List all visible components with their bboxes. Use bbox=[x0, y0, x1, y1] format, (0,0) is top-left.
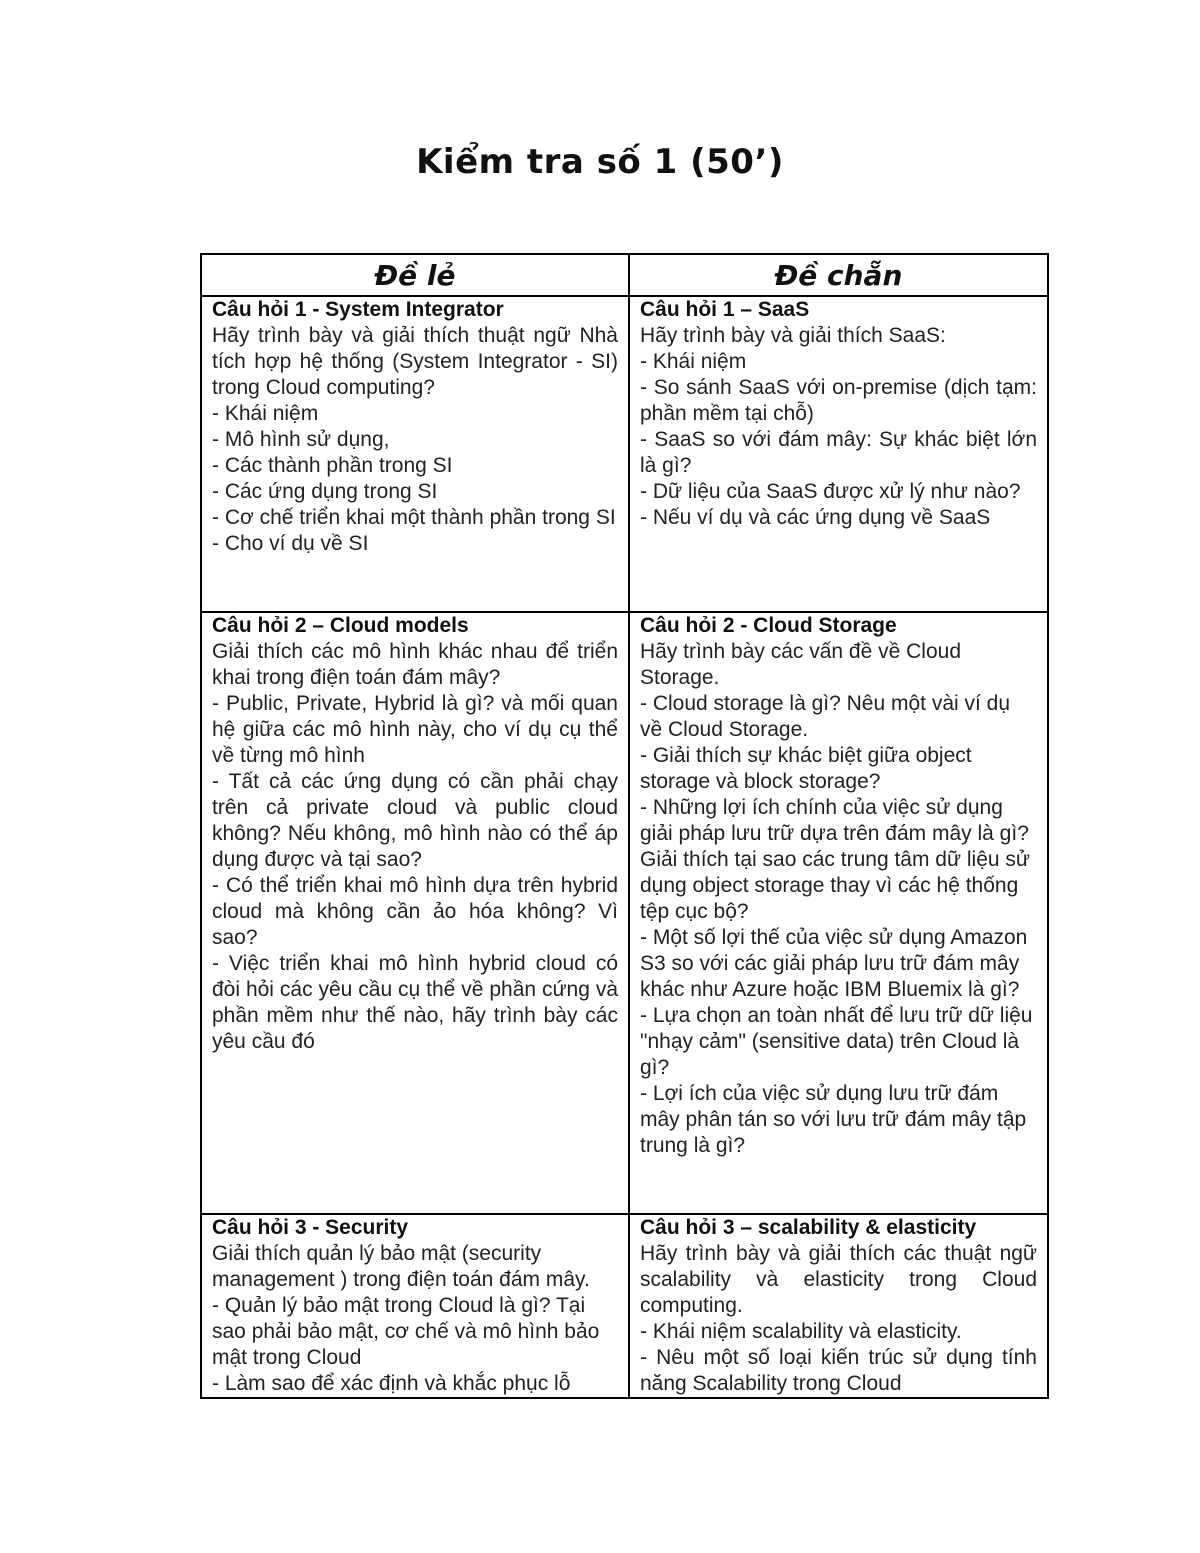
question-item: - Cloud storage là gì? Nêu một vài ví dụ về Cloud Storage. bbox=[640, 692, 1011, 741]
question-row-3 bbox=[201, 1214, 1048, 1398]
question-item: - Khái niệm bbox=[640, 350, 747, 373]
question-item: - Khái niệm scalability và elasticity. bbox=[640, 1320, 962, 1343]
question-row-2 bbox=[201, 612, 1048, 1214]
question-item: - Public, Private, Hybrid là gì? và mối quan hệ giữa các mô hình này, cho ví dụ cụ thể về từng mô hình bbox=[212, 692, 618, 767]
question-item: - Quản lý bảo mật trong Cloud là gì? Tại sao phải bảo mật, cơ chế và mô hình bảo mật trong Cloud bbox=[212, 1294, 600, 1369]
question-row-1 bbox=[201, 296, 1048, 612]
question-item: - Có thể triển khai mô hình dựa trên hybrid cloud mà không cần ảo hóa không? Vì sao? bbox=[212, 874, 618, 949]
question-item: - Dữ liệu của SaaS được xử lý như nào? bbox=[640, 480, 1021, 503]
question-item: - Nêu một số loại kiến trúc sử dụng tính năng Scalability trong Cloud bbox=[640, 1346, 1037, 1395]
odd-column-header: Đề lẻ bbox=[201, 254, 629, 296]
exam-table bbox=[200, 253, 1049, 1399]
question-item: - Lợi ích của việc sử dụng lưu trữ đám mây phân tán so với lưu trữ đám mây tập trung là gì? bbox=[640, 1082, 1027, 1157]
question-intro: Hãy trình bày và giải thích các thuật ngữ scalability và elasticity trong Cloud computing. bbox=[640, 1242, 1037, 1317]
even-question-3 bbox=[629, 1214, 1048, 1398]
question-item: - Cơ chế triển khai một thành phần trong SI bbox=[212, 506, 616, 529]
even-column-header: Đề chẵn bbox=[629, 254, 1048, 296]
question-body bbox=[640, 639, 1037, 1159]
question-item: - Việc triển khai mô hình hybrid cloud có đòi hỏi các yêu cầu cụ thể về phần cứng và phần mềm như thế nào, hãy trình bày các yêu cầu đó bbox=[212, 952, 618, 1053]
question-item: - Nếu ví dụ và các ứng dụng về SaaS bbox=[640, 506, 991, 529]
question-item: - Một số lợi thế của việc sử dụng Amazon S3 so với các giải pháp lưu trữ đám mây khác như Azure hoặc IBM Bluemix là gì? bbox=[640, 926, 1028, 1001]
question-item: - Các thành phần trong SI bbox=[212, 454, 453, 477]
question-intro: Hãy trình bày và giải thích SaaS: bbox=[640, 324, 946, 347]
question-intro: Giải thích các mô hình khác nhau để triển khai trong điện toán đám mây? bbox=[212, 640, 618, 689]
question-title: Câu hỏi 2 – Cloud models bbox=[212, 614, 469, 637]
question-intro: Giải thích quản lý bảo mật (security management ) trong điện toán đám mây. bbox=[212, 1242, 590, 1291]
question-body bbox=[212, 639, 618, 1055]
question-item: - Những lợi ích chính của việc sử dụng giải pháp lưu trữ dựa trên đám mây là gì? Giải thích tại sao các trung tâm dữ liệu sử dụng object storage thay vì các hệ thống tệp cục bộ? bbox=[640, 796, 1030, 923]
question-item: - Lựa chọn an toàn nhất để lưu trữ dữ liệu "nhạy cảm" (sensitive data) trên Cloud là gì? bbox=[640, 1004, 1033, 1079]
question-title: Câu hỏi 3 – scalability & elasticity bbox=[640, 1216, 977, 1239]
question-body bbox=[212, 1241, 618, 1397]
question-item: - Giải thích sự khác biệt giữa object storage và block storage? bbox=[640, 744, 972, 793]
question-item: - Các ứng dụng trong SI bbox=[212, 480, 438, 503]
header-row bbox=[201, 254, 1048, 296]
question-item: - Cho ví dụ về SI bbox=[212, 532, 369, 555]
question-title: Câu hỏi 3 - Security bbox=[212, 1216, 409, 1239]
question-item: - Tất cả các ứng dụng có cần phải chạy trên cả private cloud và public cloud không? Nếu không, mô hình nào có thể áp dụng được và tại sao? bbox=[212, 770, 618, 871]
question-item: - Làm sao để xác định và khắc phục lỗ bbox=[212, 1372, 571, 1395]
even-question-1 bbox=[629, 296, 1048, 612]
question-intro: Hãy trình bày các vấn đề về Cloud Storage. bbox=[640, 640, 962, 689]
question-item: - Khái niệm bbox=[212, 402, 319, 425]
question-item: - Mô hình sử dụng, bbox=[212, 428, 390, 451]
question-body bbox=[212, 323, 618, 557]
odd-question-3 bbox=[201, 1214, 629, 1398]
odd-question-1 bbox=[201, 296, 629, 612]
odd-question-2 bbox=[201, 612, 629, 1214]
question-intro: Hãy trình bày và giải thích thuật ngữ Nhà tích hợp hệ thống (System Integrator - SI) trong Cloud computing? bbox=[212, 324, 618, 399]
question-item: - So sánh SaaS với on-premise (dịch tạm: phần mềm tại chỗ) bbox=[640, 376, 1037, 425]
question-body bbox=[640, 1241, 1037, 1397]
question-title: Câu hỏi 2 - Cloud Storage bbox=[640, 614, 897, 637]
question-title: Câu hỏi 1 – SaaS bbox=[640, 298, 810, 321]
even-question-2 bbox=[629, 612, 1048, 1214]
page-title: Kiểm tra số 1 (50’) bbox=[416, 142, 784, 182]
question-item: - SaaS so với đám mây: Sự khác biệt lớn là gì? bbox=[640, 428, 1037, 477]
question-body bbox=[640, 323, 1037, 531]
question-title: Câu hỏi 1 - System Integrator bbox=[212, 298, 504, 321]
